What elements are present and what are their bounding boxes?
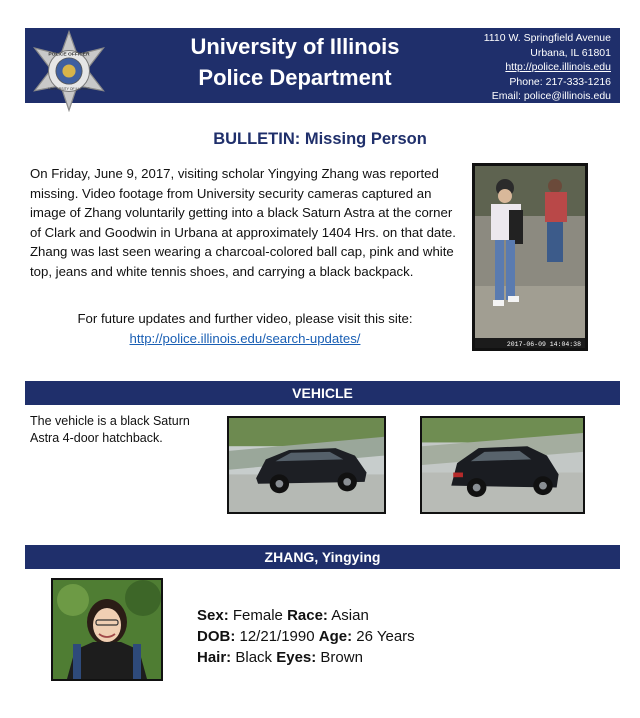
age-value: 26 Years xyxy=(356,628,415,645)
dob-label: DOB: xyxy=(197,628,236,645)
bulletin-title: BULLETIN: Missing Person xyxy=(213,130,427,148)
vehicle-photo-rear xyxy=(420,416,585,514)
page-title-line2: Police Department xyxy=(198,65,392,90)
svg-text:UNIVERSITY OF ILLINOIS: UNIVERSITY OF ILLINOIS xyxy=(48,86,90,91)
sex-value: Female xyxy=(232,607,283,624)
contact-city: Urbana, IL 61801 xyxy=(530,46,611,59)
contact-address: 1110 W. Springfield Avenue xyxy=(483,32,611,44)
sex-label: Sex: xyxy=(197,607,229,624)
updates-link[interactable]: http://police.illinois.edu/search-updates/ xyxy=(129,330,361,346)
age-label: Age: xyxy=(318,628,353,645)
dob-value: 12/21/1990 xyxy=(239,628,315,645)
hair-label: Hair: xyxy=(197,649,232,666)
police-badge-logo xyxy=(28,30,110,112)
updates-text: For future updates and further video, please visit this site: xyxy=(77,311,413,326)
surveillance-photo xyxy=(472,163,588,351)
person-details xyxy=(197,605,415,668)
contact-info xyxy=(411,31,615,104)
contact-phone: Phone: 217-333-1216 xyxy=(509,75,611,88)
hair-value: Black xyxy=(235,649,273,666)
contact-email: Email: police@illinois.edu xyxy=(491,90,611,102)
page-title-line1: University of Illinois xyxy=(190,34,400,59)
svg-text:2017-06-09 14:04:38: 2017-06-09 14:04:38 xyxy=(506,341,581,348)
person-section-heading: ZHANG, Yingying xyxy=(25,545,620,569)
vehicle-photo-side xyxy=(227,416,386,514)
details-row-hair-eyes xyxy=(197,647,415,668)
details-row-dob-age xyxy=(197,626,415,647)
eyes-label: Eyes: xyxy=(276,649,317,666)
details-row-sex-race xyxy=(197,605,415,626)
vehicle-description: The vehicle is a black Saturn Astra 4-door hatchback. xyxy=(30,414,190,445)
race-value: Asian xyxy=(331,607,369,624)
bulletin-body: On Friday, June 9, 2017, visiting scholar Yingying Zhang was reported missing. Video footage from University security cameras captured an image of Zhang voluntarily getting into a black Saturn Astra at the corner of Clark and Goodwin in Urbana at approximately 1404 Hrs. on that date. Zhang was last seen wearing a charcoal-colored ball cap, pink and white top, jeans and white tennis shoes, and carrying a black backpack. xyxy=(30,166,456,279)
vehicle-section-heading: VEHICLE xyxy=(25,381,620,405)
race-label: Race: xyxy=(287,607,328,624)
svg-text:POLICE OFFICER: POLICE OFFICER xyxy=(48,52,90,58)
contact-website-link[interactable]: http://police.illinois.edu xyxy=(505,61,611,73)
eyes-value: Brown xyxy=(320,649,363,666)
updates-block xyxy=(40,309,450,348)
portrait-photo xyxy=(51,578,163,681)
